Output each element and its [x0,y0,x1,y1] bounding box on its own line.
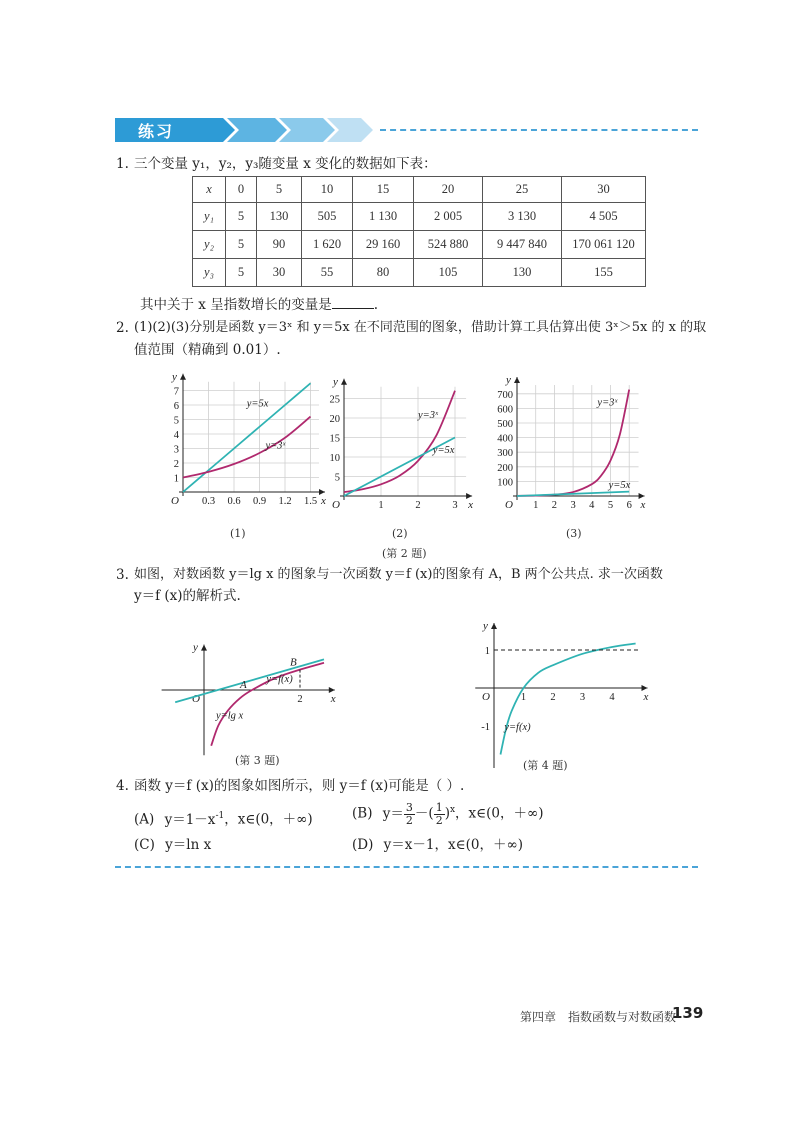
option-b-prefix: y＝ [382,805,404,822]
y-tick-label: 400 [497,433,513,445]
y-tick-label: 6 [173,401,179,412]
table-cell: y₂ [193,231,226,259]
x-tick-label: 3 [579,692,586,703]
option-a[interactable] [134,806,313,830]
y-axis-arrow-icon [180,374,186,380]
y-tick-label: 600 [497,404,513,416]
y-axis-arrow-icon [514,377,520,383]
y-tick-label: 500 [497,419,513,430]
option-d-label: (D) [352,837,374,853]
option-b[interactable] [352,800,544,834]
y-tick-label: 5 [173,415,179,427]
footer-chapter: 第四章 指数函数与对数函数 [520,1010,677,1024]
origin-label: O [505,499,513,511]
fraction-numerator: 1 [435,800,443,814]
series-label: y=5x [246,398,269,410]
table-cell: 10 [302,177,353,203]
chart-q4-caption: (第 4 题) [523,759,568,772]
x-tick-label: 0.6 [227,496,241,507]
chart-1-caption: (1) [230,527,246,540]
chart-3-plot [497,374,645,511]
table-cell: 3 130 [483,203,562,231]
series-line [183,417,311,478]
origin-label: O [171,495,179,507]
table-cell: 155 [562,259,646,287]
x-tick-label: 1.2 [278,496,292,507]
option-c-label: (C) [134,837,155,853]
x-tick-label: 1 [520,692,527,703]
series-label: y=3ˣ [265,440,286,452]
y-tick-label: 25 [329,394,340,406]
table-cell: 130 [257,203,302,231]
y-tick-label: 1 [484,646,490,657]
table-cell: 90 [257,231,302,259]
chart-1-plot [171,371,326,507]
y-axis-label: y [483,620,488,632]
q1-tail-end: . [373,297,378,313]
data-table [192,176,646,287]
table-cell: 80 [353,259,414,287]
x-tick-label: 0.3 [201,496,216,507]
fraction-denominator: 2 [405,813,413,827]
table-cell: 0 [226,177,257,203]
option-b-fraction-2 [434,802,445,827]
q2-line1: (1)(2)(3)分别是函数 y＝3ˣ 和 y＝5x 在不同范围的图象，借助计算工具估算出使 3ˣ＞5x 的 x 的取 [134,320,707,335]
answer-blank[interactable] [332,294,374,309]
table-cell: 105 [414,259,483,287]
x-tick-label: 0.9 [252,496,267,507]
y-tick-label: 20 [329,414,340,425]
x-tick-label: 5 [607,500,614,511]
x-axis-label: x [640,499,646,511]
q2-line2: 值范围（精确到 0.01）. [134,342,281,358]
chart-2-caption: (2) [392,527,408,540]
y-tick-label: 300 [497,448,513,460]
x-axis-label: x [643,691,649,703]
y-axis-arrow-icon [341,379,347,385]
q1-tail-text: 其中关于 x 呈指数增长的变量是 [140,297,332,313]
x-tick-label: 6 [626,500,632,511]
chart-3-caption: (3) [566,527,582,540]
option-b-label: (B) [352,805,373,822]
chart-q3-caption: (第 3 题) [235,754,280,767]
x-axis-label: x [321,495,326,507]
y-tick-label: 200 [497,462,513,474]
table-cell: 5 [226,231,257,259]
y-tick-label: -1 [481,722,490,733]
chart-2-plot [330,376,474,511]
y-tick-label: 1 [173,473,179,485]
page-number: 139 [672,1004,704,1022]
y-axis-label: y [172,370,177,383]
y-axis-arrow-icon [491,623,497,629]
table-cell: 5 [226,259,257,287]
option-a-text: y＝1－x [164,811,216,828]
table-cell: 505 [302,203,353,231]
option-a-label: (A) [134,811,155,828]
chart-panel-3 [480,374,655,513]
table-cell: y₁ [193,203,226,231]
table-cell: 25 [483,177,562,203]
y-tick-label: 3 [173,444,179,456]
y-tick-label: 7 [173,386,179,398]
y-axis-label: y [506,374,511,387]
table-row [193,259,646,287]
chart-q3-plot [162,642,336,756]
q4-text: 函数 y＝f (x)的图象如图所示，则 y＝f (x)可能是（ ）. [134,778,465,794]
table-cell: 130 [483,259,562,287]
y-axis-arrow-icon [201,645,207,651]
q4-number: 4. [116,778,129,794]
option-d[interactable] [352,835,523,855]
q1-text: 三个变量 y₁，y₂，y₃随变量 x 变化的数据如下表： [134,156,437,172]
series-label: y=3ˣ [418,410,438,421]
option-a-domain: ，x∈(0，＋∞) [224,811,313,828]
chart-panel-q4 [470,612,649,752]
table-cell: 5 [257,177,302,203]
x-tick-label: 3 [452,500,458,511]
table-cell: 30 [562,177,646,203]
y-tick-label: 2 [173,459,179,470]
y-tick-label: 15 [329,433,340,445]
q1-answer-line [140,294,378,315]
x-tick-label: 1.5 [303,496,318,507]
x-tick-label: 4 [589,500,595,511]
option-a-exponent: -1 [215,811,225,821]
q1-number: 1. [116,156,129,172]
table-cell: 15 [353,177,414,203]
x-tick-label: 2 [550,692,556,703]
divider-top [380,129,698,131]
table-cell: x [193,177,226,203]
x-axis-label: x [468,499,473,511]
table-cell: 4 505 [562,203,646,231]
y-tick-label: 10 [329,453,340,464]
q3-line1: 如图，对数函数 y＝lg x 的图象与一次函数 y＝f (x)的图象有 A，B 两个公共点. 求一次函数 [134,567,663,582]
series-label: y=f(x) [266,673,293,685]
series-label: y=f(x) [504,721,531,733]
y-axis-label: y [193,641,198,654]
table-cell: 5 [226,203,257,231]
chart-panel-1 [155,368,325,513]
divider-bottom [115,866,698,868]
origin-label: O [482,691,490,703]
y-tick-label: 5 [334,472,340,484]
x-tick-label: 2 [297,694,303,705]
q3-line2: y＝f (x)的解析式. [134,588,241,604]
q3-number: 3. [116,567,129,583]
option-b-exponent: x [449,805,456,815]
table-row [193,231,646,259]
option-d-text: y＝x－1，x∈(0，＋∞) [383,837,523,853]
section-title: 练习 [138,122,175,141]
table-cell: 9 447 840 [483,231,562,259]
chart-panel-q3 [180,612,340,742]
table-cell: 170 061 120 [562,231,646,259]
y-tick-label: 4 [173,430,179,441]
x-tick-label: 3 [570,500,576,511]
option-b-fraction-1 [404,802,415,827]
chart-panel-2 [320,375,485,513]
table-cell: 55 [302,259,353,287]
series-label: y=3ˣ [597,397,618,409]
series-label: y=5x [432,445,455,457]
origin-label: O [332,499,340,511]
x-tick-label: 2 [551,500,558,511]
table-row [193,177,646,203]
point-label: A [240,679,247,691]
option-b-middle: －( [414,805,434,822]
x-tick-label: 2 [415,500,421,511]
y-axis-label: y [333,375,338,388]
table-cell: 20 [414,177,483,203]
x-tick-label: 1 [378,500,384,511]
table-cell: y₃ [193,259,226,287]
y-tick-label: 700 [497,389,513,401]
option-c-text: y＝ln x [165,837,212,853]
option-c[interactable] [134,835,211,855]
q2-number: 2. [116,320,129,336]
fraction-numerator: 3 [405,800,413,814]
option-b-domain: ，x∈(0，＋∞) [455,805,544,822]
table-row [193,203,646,231]
y-tick-label: 100 [497,477,513,489]
x-tick-label: 4 [609,692,615,703]
table-cell: 2 005 [414,203,483,231]
series-label: y=lg x [216,710,244,722]
table-cell: 524 880 [414,231,483,259]
q2-caption: (第 2 题) [382,547,427,560]
option-b-close: ) [444,805,450,822]
chart-q4-plot [475,620,648,768]
point-label: B [290,656,297,669]
origin-label: O [192,693,200,705]
series-label: y=5x [608,479,631,491]
fraction-denominator: 2 [435,813,443,827]
table-cell: 29 160 [353,231,414,259]
x-tick-label: 1 [533,500,539,511]
table-cell: 30 [257,259,302,287]
x-axis-label: x [330,693,336,705]
table-cell: 1 620 [302,231,353,259]
table-cell: 1 130 [353,203,414,231]
